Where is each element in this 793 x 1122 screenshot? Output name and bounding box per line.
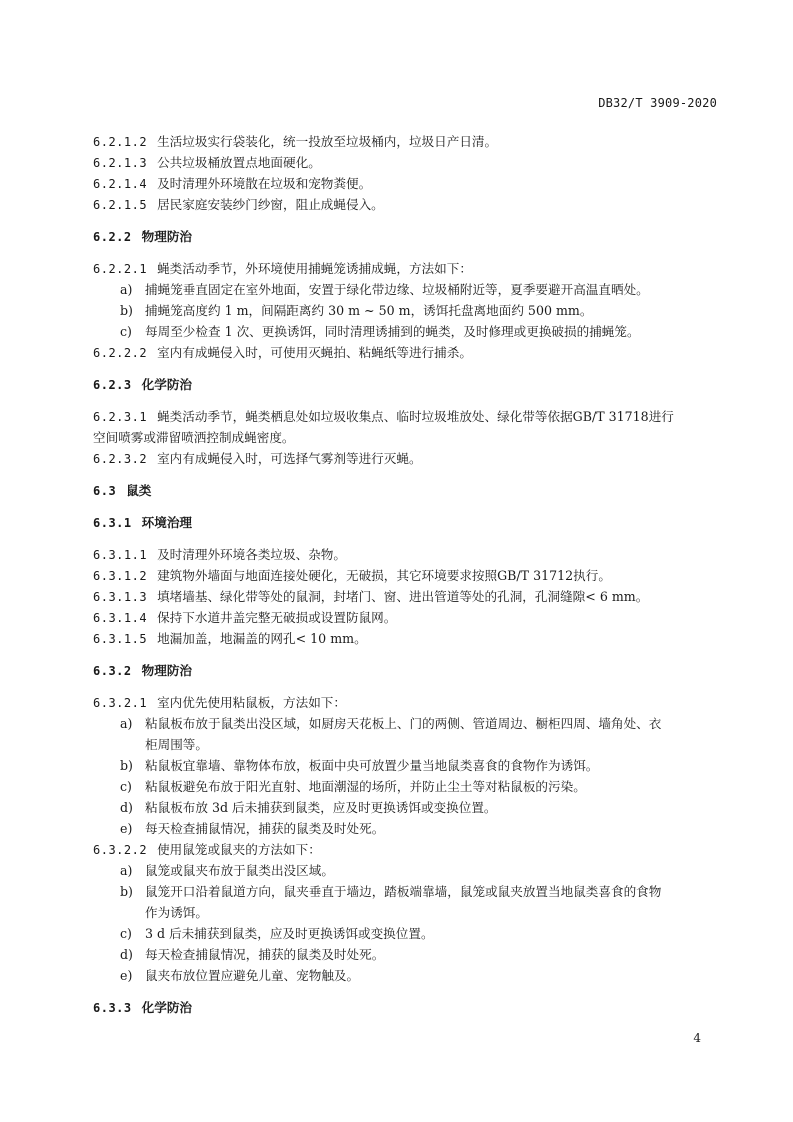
clause-line: [93, 131, 723, 152]
clause-line: [93, 258, 723, 279]
clause-text: 室内有成蝇侵入时，可选择气雾剂等进行灭蝇。: [157, 451, 422, 466]
list-item: [93, 818, 723, 839]
list-item-text: 粘鼠板布放 3d 后未捕获到鼠类，应及时更换诱饵或变换位置。: [145, 800, 497, 815]
spacer: [93, 469, 723, 480]
list-item: [93, 321, 723, 342]
list-item-text: 每周至少检查 1 次、更换诱饵，同时清理诱捕到的蝇类，及时修理或更换破损的捕蝇笼。: [145, 324, 640, 339]
list-item-continuation: 柜周围等。: [145, 737, 208, 752]
clause-line: [93, 692, 723, 713]
list-item: [93, 860, 723, 881]
clause-line: [93, 448, 723, 469]
clause-text: 地漏加盖，地漏盖的网孔< 10 mm。: [157, 631, 367, 646]
clause-text: 蝇类活动季节，外环境使用捕蝇笼诱捕成蝇，方法如下：: [157, 261, 472, 276]
heading-text: 环境治理: [141, 515, 192, 530]
list-item: [93, 881, 723, 902]
clause-number: 6.2.1.5: [93, 198, 148, 212]
clause-number: 6.2.2.1: [93, 262, 148, 276]
heading-text: 化学防治: [141, 1000, 192, 1015]
clause-text: 蝇类活动季节，蝇类栖息处如垃圾收集点、临时垃圾堆放处、绿化带等依据GB/T 31718进行: [157, 409, 674, 424]
spacer: [93, 649, 723, 660]
spacer: [93, 501, 723, 512]
clause-line: [93, 406, 723, 427]
clause-number: 6.2.3: [93, 378, 132, 392]
list-item-text: 3 d 后未捕获到鼠类，应及时更换诱饵或变换位置。: [145, 926, 434, 941]
clause-line: [93, 342, 723, 363]
clause-text: 使用鼠笼或鼠夹的方法如下：: [157, 842, 321, 857]
list-marker: b): [120, 758, 133, 773]
heading-text: 化学防治: [141, 377, 192, 392]
clause-text: 室内优先使用粘鼠板，方法如下：: [157, 695, 346, 710]
clause-text: 室内有成蝇侵入时，可使用灭蝇拍、粘蝇纸等进行捕杀。: [157, 345, 472, 360]
document-body: [93, 131, 723, 1018]
clause-number: 6.3.2: [93, 664, 132, 678]
clause-number: 6.3.2.2: [93, 843, 148, 857]
clause-number: 6.3: [93, 484, 117, 498]
clause-number: 6.3.1.4: [93, 611, 148, 625]
clause-line: [93, 194, 723, 215]
list-item-text: 每天检查捕鼠情况，捕获的鼠类及时处死。: [145, 947, 385, 962]
list-item-continuation: 作为诱饵。: [145, 905, 208, 920]
page-number: 4: [693, 1031, 701, 1045]
list-item-text: 捕蝇笼高度约 1 m，间隔距离约 30 m ~ 50 m，诱饵托盘离地面约 500 mm。: [145, 303, 593, 318]
list-marker: e): [120, 968, 133, 983]
list-marker: a): [120, 716, 133, 731]
list-item-text: 粘鼠板避免布放于阳光直射、地面潮湿的场所，并防止尘土等对粘鼠板的污染。: [145, 779, 586, 794]
list-marker: d): [120, 800, 133, 815]
list-marker: a): [120, 863, 133, 878]
clause-text: 填堵墙基、绿化带等处的鼠洞，封堵门、窗、进出管道等处的孔洞，孔洞缝隙< 6 mm。: [157, 589, 649, 604]
list-item: [93, 944, 723, 965]
list-marker: a): [120, 282, 133, 297]
clause-number: 6.3.2.1: [93, 696, 148, 710]
clause-line: [93, 152, 723, 173]
list-item-text: 捕蝇笼垂直固定在室外地面，安置于绿化带边缘、垃圾桶附近等，夏季要避开高温直晒处。: [145, 282, 649, 297]
clause-number: 6.3.1.5: [93, 632, 148, 646]
list-item: [93, 923, 723, 944]
list-item: [93, 797, 723, 818]
list-marker: c): [120, 324, 132, 339]
list-item-text: 粘鼠板宜靠墙、靠物体布放，板面中央可放置少量当地鼠类喜食的食物作为诱饵。: [145, 758, 599, 773]
clause-text: 居民家庭安装纱门纱窗，阻止成蝇侵入。: [157, 197, 384, 212]
clause-number: 6.2.2.2: [93, 346, 148, 360]
clause-number: 6.2.1.3: [93, 156, 148, 170]
clause-continuation: 空间喷雾或滞留喷洒控制成蝇密度。: [93, 430, 295, 445]
section-heading: [93, 997, 723, 1018]
clause-number: 6.3.1.2: [93, 569, 148, 583]
clause-line: [93, 565, 723, 586]
clause-number: 6.3.3: [93, 1001, 132, 1015]
clause-line: [93, 607, 723, 628]
list-item: [93, 755, 723, 776]
clause-number: 6.2.3.1: [93, 410, 148, 424]
doc-code-header: DB32/T 3909-2020: [598, 96, 717, 110]
section-heading: [93, 480, 723, 501]
heading-text: 物理防治: [141, 663, 192, 678]
list-item-text: 鼠笼或鼠夹布放于鼠类出没区域。: [145, 863, 334, 878]
list-item-text: 粘鼠板布放于鼠类出没区域，如厨房天花板上、门的两侧、管道周边、橱柜四周、墙角处、衣: [145, 716, 662, 731]
spacer: [93, 215, 723, 226]
list-marker: d): [120, 947, 133, 962]
clause-number: 6.2.1.2: [93, 135, 148, 149]
spacer: [93, 986, 723, 997]
clause-text: 及时清理外环境各类垃圾、杂物。: [157, 547, 346, 562]
clause-line: [93, 173, 723, 194]
spacer: [93, 533, 723, 544]
spacer: [93, 395, 723, 406]
list-marker: c): [120, 926, 132, 941]
list-item-text: 鼠笼开口沿着鼠道方向，鼠夹垂直于墙边，踏板端靠墙，鼠笼或鼠夹放置当地鼠类喜食的食物: [145, 884, 662, 899]
clause-line: [93, 586, 723, 607]
clause-text: 及时清理外环境散在垃圾和宠物粪便。: [157, 176, 372, 191]
list-item-text: 鼠夹布放位置应避免儿童、宠物触及。: [145, 968, 360, 983]
list-marker: e): [120, 821, 133, 836]
heading-text: 鼠类: [126, 483, 152, 498]
list-marker: c): [120, 779, 132, 794]
clause-number: 6.3.1.1: [93, 548, 148, 562]
clause-text: 生活垃圾实行袋装化，统一投放至垃圾桶内，垃圾日产日清。: [157, 134, 498, 149]
spacer: [93, 681, 723, 692]
list-item: [93, 300, 723, 321]
list-item: [93, 776, 723, 797]
list-item-text: 每天检查捕鼠情况，捕获的鼠类及时处死。: [145, 821, 385, 836]
clause-number: 6.3.1.3: [93, 590, 148, 604]
clause-number: 6.3.1: [93, 516, 132, 530]
section-heading: [93, 512, 723, 533]
clause-line: [93, 628, 723, 649]
clause-number: 6.2.2: [93, 230, 132, 244]
section-heading: [93, 660, 723, 681]
section-heading: [93, 374, 723, 395]
clause-line: [93, 839, 723, 860]
clause-number: 6.2.3.2: [93, 452, 148, 466]
spacer: [93, 247, 723, 258]
clause-number: 6.2.1.4: [93, 177, 148, 191]
clause-text: 建筑物外墙面与地面连接处硬化，无破损，其它环境要求按照GB/T 31712执行。: [157, 568, 611, 583]
clause-line: [93, 544, 723, 565]
list-marker: b): [120, 303, 133, 318]
list-marker: b): [120, 884, 133, 899]
list-item: [93, 965, 723, 986]
heading-text: 物理防治: [141, 229, 192, 244]
list-item: [93, 279, 723, 300]
clause-text: 公共垃圾桶放置点地面硬化。: [157, 155, 321, 170]
spacer: [93, 363, 723, 374]
clause-text: 保持下水道井盖完整无破损或设置防鼠网。: [157, 610, 397, 625]
section-heading: [93, 226, 723, 247]
list-item: [93, 713, 723, 734]
